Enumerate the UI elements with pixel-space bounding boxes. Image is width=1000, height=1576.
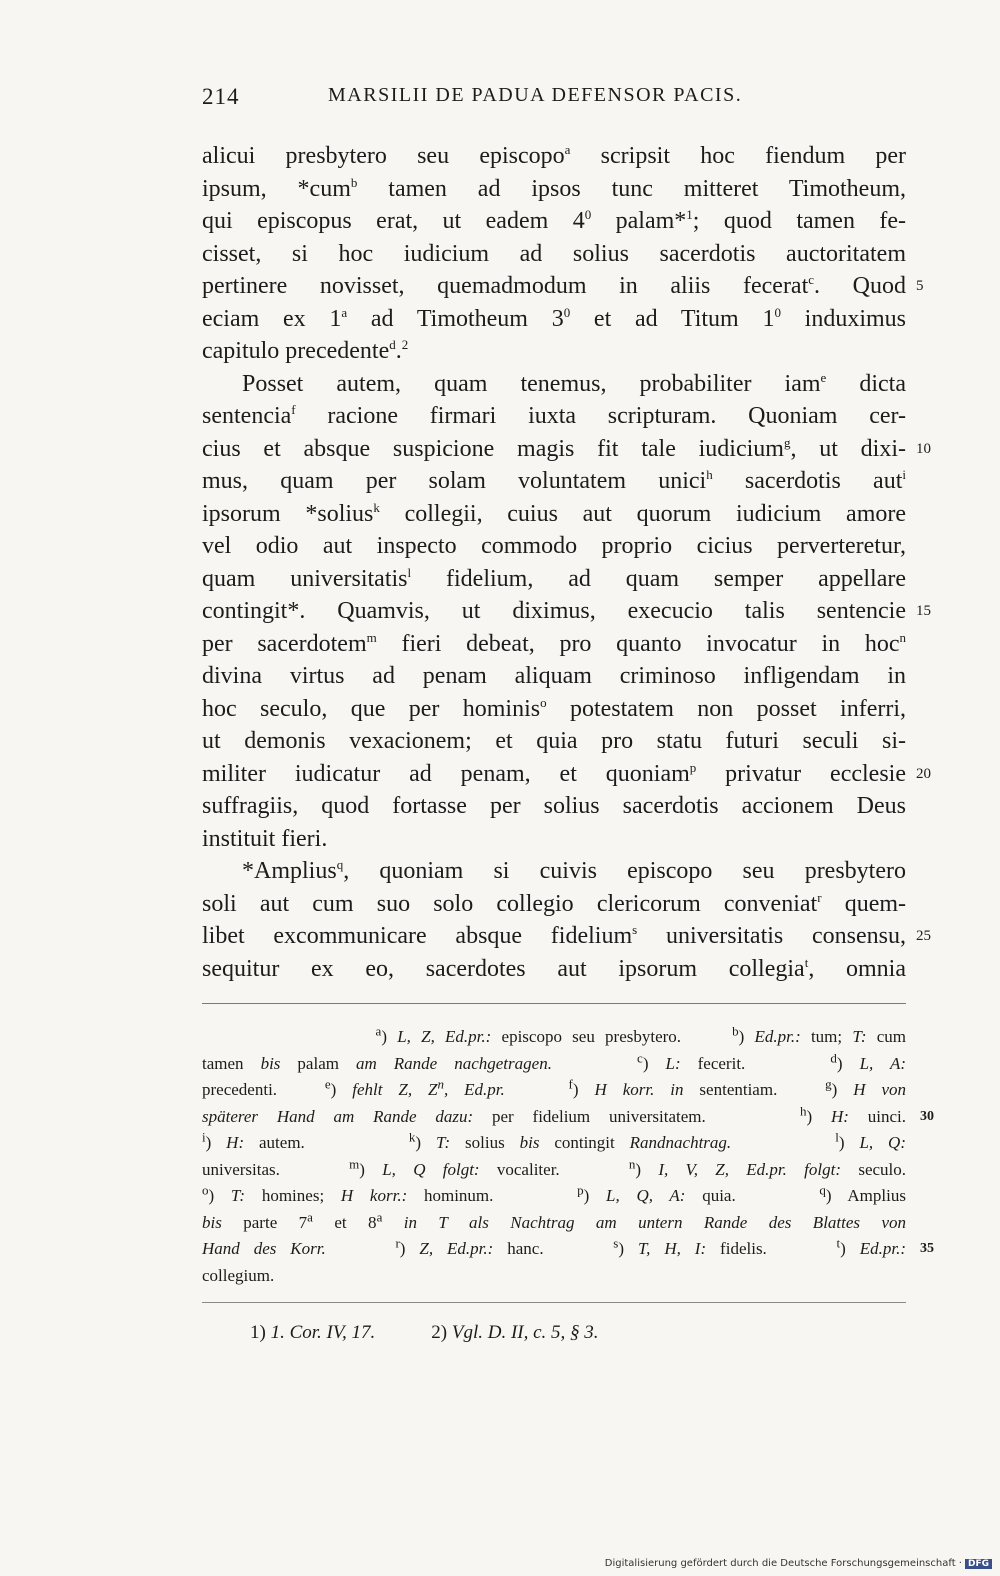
page-header [0, 84, 1000, 118]
text-line: vel odio aut inspecto commodo proprio cicius perverteretur, [202, 533, 906, 559]
source-note: 2) Vgl. D. II, c. 5, § 3. [431, 1322, 599, 1343]
credit-text: Digitalisierung gefördert durch die Deutsche Forschungsgemeinschaft · [604, 1558, 962, 1569]
source-notes [250, 1320, 599, 1346]
text-line: hoc seculo, que per hominis$^o$ potestatem non posset inferri, [202, 694, 907, 722]
line-number: 25 [916, 928, 931, 944]
line-number: 5 [916, 278, 924, 294]
apparatus-line: universitas. $^m$) L, Q folgt: vocaliter. $^n$) I, V, Z, Ed.pr. folgt: seculo. [202, 1155, 907, 1179]
text-line: ipsorum *solius$^k$ collegii, cuius aut quorum iudicium amore [202, 499, 907, 527]
text-line: ipsum, *cum$^b$ tamen ad ipsos tunc mitteret Timotheum, [202, 174, 906, 202]
text-line: capitulo precedente$^d$.$^2$ [202, 337, 409, 364]
text-line: sentencia$^f$ racione firmari iuxta scripturam. Quoniam cer- [202, 402, 906, 429]
line-number: 20 [916, 765, 931, 782]
text-line: soli aut cum suo solo collegio clericorum conveniat$^r$ quem- [202, 889, 906, 917]
apparatus-line: tamen bis palam am Rande nachgetragen. $^c$) L: fecerit. $^d$) L, A: [202, 1049, 907, 1073]
source-note: 1) 1. Cor. IV, 17. [250, 1322, 376, 1343]
text-line: per sacerdotem$^m$ fieri debeat, pro quanto invocatur in hoc$^n$ [202, 629, 906, 657]
text-line: pertinere novisset, quemadmodum in aliis fecerat$^c$. Quod [202, 272, 906, 299]
text-line: qui episcopus erat, ut eadem $4^0$ palam*$^1$; quod tamen fe- [202, 207, 907, 234]
text-line: cius et absque suspicione magis fit tale iudicium$^g$, ut dixi- [202, 434, 906, 462]
digitization-credit [605, 1558, 992, 1569]
text-line: sequitur ex eo, sacerdotes aut ipsorum collegia$^t$, omnia [202, 954, 906, 982]
text-line: instituit fieri. [202, 825, 328, 852]
text-line: divina virtus ad penam aliquam criminoso infligendam in [202, 663, 906, 689]
line-number: 35 [920, 1241, 934, 1256]
apparatus-line: bis parte 7$^a$ et 8$^a$ in T als Nachtrag am untern Rande des Blattes von [202, 1208, 906, 1232]
text-line: mus, quam per solam voluntatem unici$^h$ sacerdotis aut$^i$ [202, 467, 906, 494]
apparatus-line: precedenti. $^e$) fehlt Z, $Z^n$, Ed.pr. $^f$) H korr. in sententiam. $^g$) H von [202, 1076, 907, 1099]
text-line: ut demonis vexacionem; et quia pro statu futuri seculi si- [202, 728, 906, 754]
line-number: 10 [916, 440, 931, 457]
apparatus-divider [202, 1003, 906, 1004]
text-line: militer iudicatur ad penam, et quoniam$^p$ privatur ecclesie [202, 759, 906, 787]
apparatus-line: $^a$) L, Z, Ed.pr.: episcopo seu presbytero. $^b$) Ed.pr.: tum; T: cum [375, 1023, 906, 1046]
text-line: cisset, si hoc iudicium ad solius sacerdotis auctoritatem [202, 240, 906, 267]
apparatus-line: $^i$) H: autem. $^k$) T: solius bis contingit Randnachtrag. $^l$) L, Q: [202, 1129, 906, 1152]
dfg-logo: DFG [965, 1559, 992, 1569]
text-line: *Amplius$^q$, quoniam si cuivis episcopo seu presbytero [242, 857, 906, 884]
apparatus-line: späterer Hand am Rande dazu: per fidelium universitatem. $^h$) H: uinci. [202, 1102, 906, 1126]
apparatus-line: $^o$) T: homines; H korr.: hominum. $^p$) L, Q, A: quia. $^q$) Amplius [202, 1182, 906, 1205]
text-line: eciam ex 1$^a$ ad Timotheum $3^0$ et ad Titum $1^0$ induximus [202, 304, 907, 332]
text-line: Posset autem, quam tenemus, probabiliter iam$^e$ dicta [242, 369, 906, 397]
running-title: MARSILII DE PADUA DEFENSOR PACIS. [328, 84, 743, 106]
notes-divider [202, 1302, 906, 1303]
line-number: 15 [916, 603, 931, 619]
text-line: alicui presbytero seu episcopo$^a$ scripsit hoc fiendum per [202, 142, 906, 169]
text-line: suffragiis, quod fortasse per solius sacerdotis accionem Deus [202, 793, 906, 819]
text-line: quam universitatis$^l$ fidelium, ad quam semper appellare [202, 564, 907, 592]
page-number: 214 [202, 84, 240, 109]
text-line: libet excommunicare absque fidelium$^s$ universitatis consensu, [202, 922, 906, 949]
text-line: contingit*. Quamvis, ut diximus, execucio talis sentencie [202, 598, 906, 624]
apparatus-line: collegium. [202, 1265, 275, 1285]
line-number: 30 [920, 1108, 934, 1124]
apparatus-line: Hand des Korr. $^r$) Z, Ed.pr.: hanc. $^s$) T, H, I: fidelis. $^t$) Ed.pr.: [202, 1235, 907, 1258]
